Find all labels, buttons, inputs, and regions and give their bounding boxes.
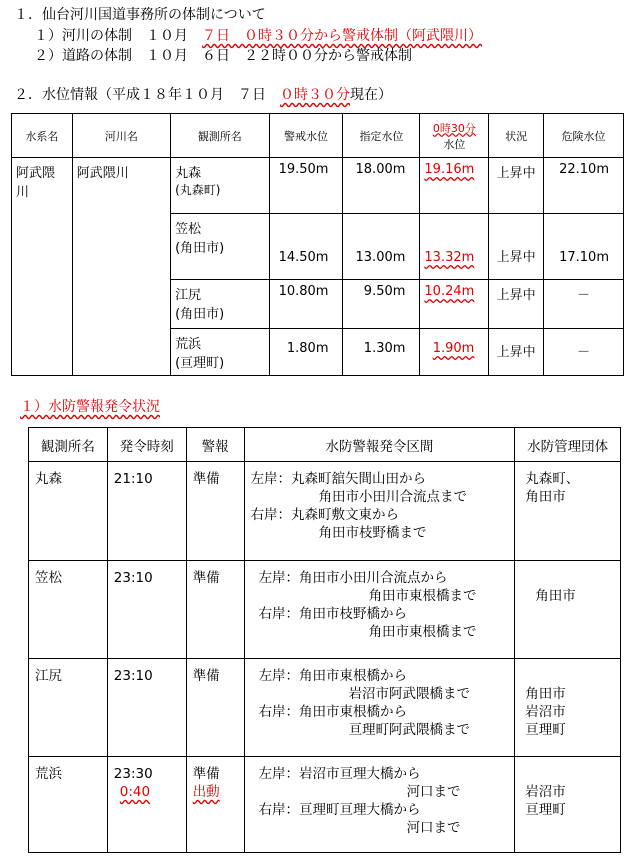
header-station: 観測所名 — [29, 428, 108, 462]
alert-update: 出動 — [192, 784, 220, 800]
cell-level — [420, 214, 489, 280]
section-line: 亘理町阿武隈橋まで — [348, 722, 471, 738]
cell-warning: 10.80m — [269, 280, 343, 329]
cell-station — [171, 280, 269, 329]
cell-section — [244, 659, 515, 757]
time-line: 23:30 — [113, 766, 153, 782]
level-value: 1.90m — [432, 341, 475, 356]
station-name: 荒浜 — [175, 337, 202, 352]
section-line: 河口まで — [406, 784, 461, 800]
org-line: 角田市 — [525, 489, 566, 505]
station-location: (亘理町) — [175, 356, 225, 371]
section2-title-suffix: 現在） — [350, 87, 392, 103]
cell-warning: 1.80m — [269, 329, 343, 376]
org-line: 岩沼市 — [525, 784, 566, 800]
cell-level — [420, 329, 489, 376]
time-update: 0:40 — [119, 784, 151, 800]
section-line: 左岸：丸森町舘矢間山田から — [250, 471, 427, 487]
table-row — [29, 757, 621, 853]
cell-time: 21:10 — [107, 462, 186, 561]
cell-time — [107, 757, 186, 853]
org-line: 岩沼市 — [525, 704, 566, 720]
org-line: 角田市 — [535, 588, 576, 604]
org-line: 亘理町 — [525, 802, 566, 818]
section-line: 左岸：角田市小田川合流点から — [258, 570, 448, 586]
cell-time: 23:10 — [107, 561, 186, 659]
cell-station — [171, 214, 269, 280]
table-row — [12, 158, 624, 214]
cell-designated: 1.30m — [343, 329, 420, 376]
org-line: 丸森町、 — [525, 471, 580, 487]
cell-level — [420, 158, 489, 214]
cell-alert — [186, 757, 244, 853]
cell-station — [171, 329, 269, 376]
section-line: 岩沼市阿武隈橋まで — [348, 686, 471, 702]
cell-alert: 準備 — [186, 659, 244, 757]
alert-line: 準備 — [192, 766, 220, 782]
table-row — [29, 561, 621, 659]
cell-warning: 14.50m — [269, 214, 343, 280]
cell-level — [420, 280, 489, 329]
cell-org — [515, 659, 621, 757]
cell-section — [244, 757, 515, 853]
flood-table-header-row — [29, 428, 621, 462]
header-time: 0時30分 — [432, 121, 476, 135]
cell-designated: 18.00m — [343, 158, 420, 214]
section-line: 左岸：角田市東根橋から — [258, 668, 408, 684]
cell-alert: 準備 — [186, 561, 244, 659]
level-value: 13.32m — [424, 250, 475, 265]
cell-system: 阿武隈川 — [12, 158, 73, 376]
header-station: 観測所名 — [171, 114, 269, 158]
cell-org — [515, 462, 621, 561]
header-section: 水防警報発令区間 — [244, 428, 515, 462]
table-row — [29, 462, 621, 561]
section1-title: １．仙台河川国道事務所の体制について — [14, 7, 266, 23]
header-river: 河川名 — [72, 114, 170, 158]
cell-station: 丸森 — [29, 462, 108, 561]
section-line: 右岸：亘理町亘理大橋から — [258, 802, 421, 818]
flood-warning-table — [28, 427, 621, 853]
cell-status: 上昇中 — [489, 329, 544, 376]
cell-station — [171, 158, 269, 214]
station-name: 丸森 — [175, 166, 202, 181]
water-table-header-row — [12, 114, 624, 158]
river-status-line — [34, 27, 482, 45]
section-line: 角田市小田川合流点まで — [318, 489, 468, 505]
cell-station: 江尻 — [29, 659, 108, 757]
header-status: 状況 — [489, 114, 544, 158]
org-line: 角田市 — [525, 686, 566, 702]
level-value: 19.16m — [424, 162, 475, 177]
river-status-highlight: ７日 ０時３０分から警戒体制（阿武隈川） — [202, 28, 482, 44]
cell-org — [515, 757, 621, 853]
table-row — [29, 659, 621, 757]
cell-station: 荒浜 — [29, 757, 108, 853]
cell-warning: 19.50m — [269, 158, 343, 214]
section-line: 角田市東根橋まで — [368, 624, 477, 640]
cell-status: 上昇中 — [489, 158, 544, 214]
cell-station: 笠松 — [29, 561, 108, 659]
station-location: (角田市) — [175, 241, 225, 256]
cell-designated: 9.50m — [343, 280, 420, 329]
cell-status: 上昇中 — [489, 214, 544, 280]
cell-status: 上昇中 — [489, 280, 544, 329]
station-location: (角田市) — [175, 307, 225, 322]
cell-danger: 17.10m — [544, 214, 624, 280]
cell-org — [515, 561, 621, 659]
level-value: 10.24m — [424, 284, 475, 299]
cell-danger: － — [544, 329, 624, 376]
header-org: 水防管理団体 — [515, 428, 621, 462]
header-designated-level: 指定水位 — [343, 114, 420, 158]
section2-time-highlight: ０時３０分 — [280, 87, 350, 103]
header-issue-time: 発令時刻 — [107, 428, 186, 462]
section2-title — [14, 86, 392, 104]
flood-section-title: １）水防警報発令状況 — [20, 399, 160, 415]
section-line: 右岸：丸森町敷文東から — [250, 507, 400, 523]
cell-section — [244, 561, 515, 659]
org-line: 亘理町 — [525, 722, 566, 738]
header-level: 水位 — [443, 137, 466, 151]
cell-designated: 13.00m — [343, 214, 420, 280]
station-name: 江尻 — [175, 288, 202, 303]
cell-time: 23:10 — [107, 659, 186, 757]
road-status-line: ２）道路の体制 １０月 ６日 ２２時００分から警戒体制 — [34, 48, 412, 64]
cell-section — [244, 462, 515, 561]
header-current-level — [420, 114, 489, 158]
section-line: 河口まで — [406, 820, 461, 836]
cell-danger: － — [544, 280, 624, 329]
section-line: 右岸：角田市枝野橋から — [258, 606, 408, 622]
water-level-table — [11, 113, 624, 376]
header-danger-level: 危険水位 — [544, 114, 624, 158]
section2-title-prefix: ２．水位情報（平成１８年１０月 ７日 — [14, 87, 280, 103]
header-warning-level: 警戒水位 — [269, 114, 343, 158]
cell-river: 阿武隈川 — [72, 158, 170, 376]
section-line: 角田市東根橋まで — [368, 588, 477, 604]
section-line: 角田市枝野橋まで — [318, 525, 427, 541]
section-line: 右岸：角田市東根橋から — [258, 704, 408, 720]
header-system: 水系名 — [12, 114, 73, 158]
river-status-prefix: １）河川の体制 １０月 — [34, 28, 202, 44]
station-name: 笠松 — [175, 222, 202, 237]
cell-danger: 22.10m — [544, 158, 624, 214]
section-line: 左岸：岩沼市亘理大橋から — [258, 766, 421, 782]
cell-alert: 準備 — [186, 462, 244, 561]
station-location: (丸森町) — [175, 183, 221, 197]
header-alert: 警報 — [186, 428, 244, 462]
